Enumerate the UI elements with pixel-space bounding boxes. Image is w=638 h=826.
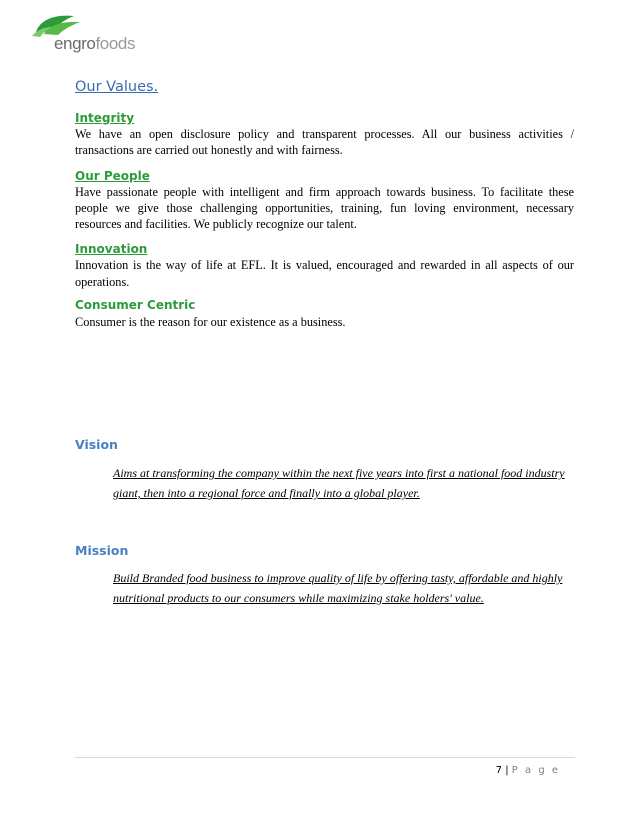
our-people-text: Have passionate people with intelligent and firm approach towards business. To facilitate these people we give those challenging opportunities, training, fun loving environment, necessary resources and facilities. We publicly recognize our talent. <box>75 185 574 231</box>
our-people-heading: Our People <box>75 169 150 183</box>
engro-foods-logo <box>28 12 158 54</box>
page-footer <box>496 765 560 776</box>
integrity-heading: Integrity <box>75 111 135 125</box>
innovation-heading: Innovation <box>75 242 148 256</box>
consumer-centric-text: Consumer is the reason for our existence as a business. <box>75 315 346 329</box>
footer-separator: | <box>505 765 509 776</box>
consumer-centric-heading: Consumer Centric <box>75 298 196 312</box>
our-values-heading: Our Values. <box>75 79 159 95</box>
logo-engro-text: engro <box>54 34 96 53</box>
footer-divider <box>75 757 575 758</box>
logo-wordmark <box>54 34 135 54</box>
mission-heading: Mission <box>75 543 129 558</box>
page-number: 7 <box>495 765 503 776</box>
vision-heading: Vision <box>75 437 118 452</box>
mission-statement: Build Branded food business to improve quality of life by offering tasty, affordable and highly nutritional products to our consumers while maximizing stake holders' value. <box>113 571 563 605</box>
integrity-text: We have an open disclosure policy and transparent processes. All our business activities / transactions are carried out honestly and with fairness. <box>75 127 574 157</box>
logo-foods-text: foods <box>95 34 136 53</box>
vision-statement: Aims at transforming the company within the next five years into first a national food industry giant, then into a regional force and finally into a global player. <box>113 466 565 500</box>
innovation-text: Innovation is the way of life at EFL. It is valued, encouraged and rewarded in all aspects of our operations. <box>75 258 574 289</box>
page-label: P a g e <box>511 765 560 776</box>
